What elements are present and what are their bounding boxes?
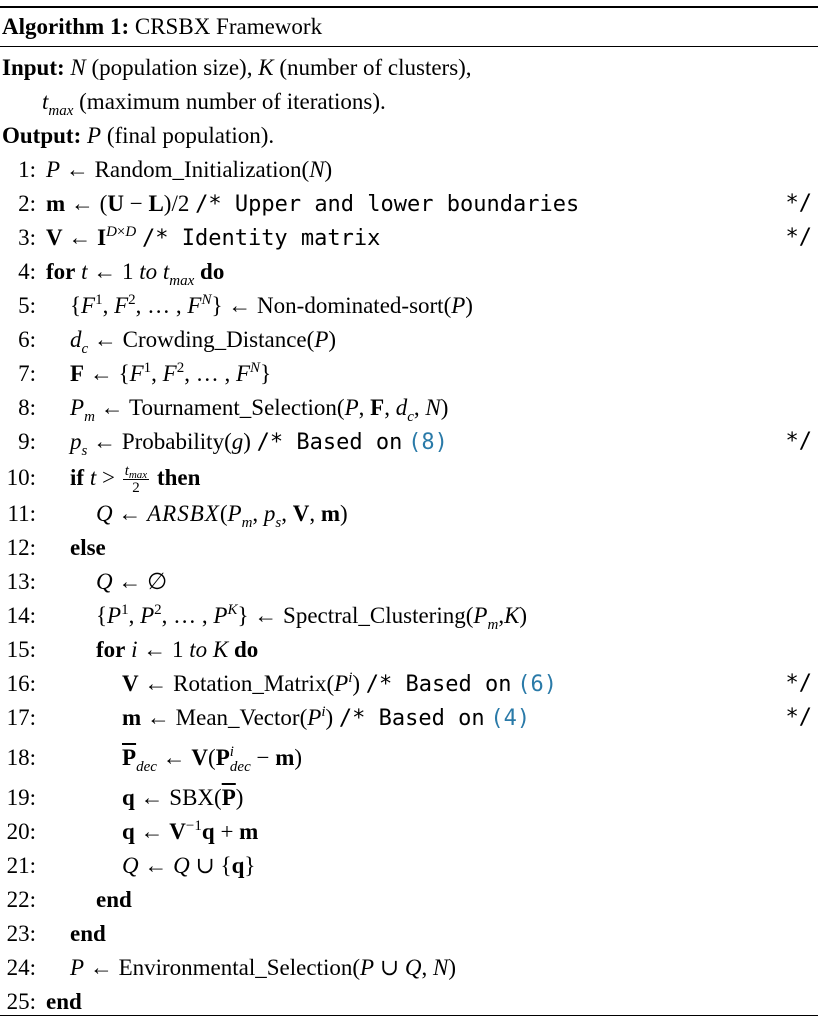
output-label: Output: xyxy=(2,123,82,148)
kw-for: for xyxy=(46,259,76,284)
kw-then: then xyxy=(156,465,201,490)
algo-line-2: 2: m ← (U − L)/2 /* Upper and lower boundaries */ xyxy=(0,187,818,221)
comment-identity: /* Identity matrix xyxy=(141,226,381,251)
algo-line-6: 6: $d_c$ ← Crowding_Distance(P) xyxy=(0,323,818,357)
algo-line-14: 14: {$P^1$, $P^2$, … , $P^K$} ← $Spectral\_Clustering(P_m,K)$ xyxy=(0,599,818,633)
line-number: 10: xyxy=(6,465,36,490)
input-label: Input: xyxy=(2,55,65,80)
algo-line-5: 5: {$F^1$, $F^2$, … , $F^N$} ← Non-dominated-sort(P) xyxy=(0,289,818,323)
kw-to: to xyxy=(189,637,208,662)
algo-line-10: 10: if t > $\frac{t_{max}}{2}$ then xyxy=(0,461,818,495)
line-number: 15: xyxy=(6,637,36,662)
kw-end: end xyxy=(96,887,132,912)
comment-based-on: /* Based on xyxy=(338,706,485,731)
input-text-2: $t_{max}$ (maximum number of iterations). xyxy=(42,89,386,119)
algo-line-20: 20: q ← $V^{-1}q + m$ xyxy=(0,815,818,849)
line-number: 5: xyxy=(18,293,36,318)
func-crowding: Crowding_Distance xyxy=(122,327,307,352)
line-number: 19: xyxy=(6,785,36,810)
line-number: 14: xyxy=(6,603,36,628)
func-sbx: SBX xyxy=(169,785,215,810)
kw-end: end xyxy=(46,989,82,1014)
line-number: 22: xyxy=(6,887,36,912)
algo-line-9: 9: $p_s$ ← Probability(g) /* Based on (8) */ xyxy=(0,425,818,459)
kw-to: to xyxy=(139,259,158,284)
input-text-1: N (population size), K (number of clusters), xyxy=(70,55,472,80)
output-line xyxy=(0,119,818,153)
top-rule xyxy=(0,6,818,8)
line-number: 4: xyxy=(18,259,36,284)
func-environmental: Environmental_Selection xyxy=(118,955,353,980)
line-number: 7: xyxy=(18,361,36,386)
comment-end: */ xyxy=(785,429,812,454)
fraction: $\frac{t_{max}}{2}$ xyxy=(124,463,148,497)
algo-line-16: 16: V ← $Rotation\_Matrix(P^i)$ /* Based on (6) */ xyxy=(0,667,818,701)
algo-line-18: 18: $\overline{P}_{dec}$ ← $V(P^i_{dec} - m)$ xyxy=(0,741,818,775)
comment-based-on: /* Based on xyxy=(365,672,512,697)
line-number: 3: xyxy=(18,225,36,250)
kw-for: for xyxy=(96,637,126,662)
line-number: 25: xyxy=(6,989,36,1014)
input-line-2 xyxy=(0,85,818,119)
line-number: 18: xyxy=(6,745,36,770)
line-number: 23: xyxy=(6,921,36,946)
equation-ref-link[interactable]: (4) xyxy=(490,706,531,731)
comment-end: */ xyxy=(785,191,812,216)
line-number: 1: xyxy=(18,157,36,182)
algo-line-11: 11: Q ← $ARSBX(P_m$, $p_s$, V, m) xyxy=(0,497,818,531)
line-number: 8: xyxy=(18,395,36,420)
line-number: 16: xyxy=(6,671,36,696)
algo-line-22 xyxy=(0,883,818,917)
algo-line-13: 13: Q ← ∅ xyxy=(0,565,818,599)
algo-line-4: 4: for t ← 1 to $t_{max}$ do xyxy=(0,255,818,289)
line-number: 17: xyxy=(6,705,36,730)
bottom-rule xyxy=(0,1015,818,1016)
kw-end: end xyxy=(70,921,106,946)
line-number: 21: xyxy=(6,853,36,878)
equation-ref-link[interactable]: (6) xyxy=(517,672,557,697)
algo-line-1: 1: P ← Random_Initialization(N) xyxy=(0,153,818,187)
func-rotation: Rotation_Matrix xyxy=(173,671,327,696)
algo-line-7: 7: F ← {$F^1$, $F^2$, … , $F^N$} xyxy=(0,357,818,391)
kw-do: do xyxy=(234,637,259,662)
comment-end: */ xyxy=(785,225,812,250)
title-rule xyxy=(0,46,818,47)
algo-line-15: 15: for i ← 1 to K do xyxy=(0,633,818,667)
algo-line-12 xyxy=(0,531,818,565)
algo-line-24: 24: P ← Environmental_Selection(P ∪ Q, N) xyxy=(0,951,818,985)
kw-else: else xyxy=(70,535,106,560)
comment-end: */ xyxy=(785,705,812,730)
func-tournament: Tournament_Selection xyxy=(129,395,337,420)
line-number: 24: xyxy=(6,955,36,980)
algo-line-8: 8: $P_m$ ← Tournament_Selection(P, F, $d_c$, N) xyxy=(0,391,818,425)
algo-line-23 xyxy=(0,917,818,951)
line-number: 12: xyxy=(6,535,36,560)
kw-do: do xyxy=(200,259,225,284)
line-number: 13: xyxy=(6,569,36,594)
comment-based-on: /* Based on xyxy=(256,430,403,455)
input-line-1 xyxy=(0,51,818,85)
algorithm-title xyxy=(2,10,322,44)
func-arsbx: ARSBX xyxy=(147,501,220,526)
func-nds: Non-dominated-sort xyxy=(257,293,444,318)
comment-end: */ xyxy=(785,671,812,696)
line-number: 9: xyxy=(18,429,36,454)
line-number: 11: xyxy=(7,501,36,526)
algo-line-3: 3: V ← $I^{D\times D}$ /* Identity matrix */ xyxy=(0,221,818,255)
output-text: P (final population). xyxy=(87,123,275,148)
line-number: 2: xyxy=(18,191,36,216)
comment-boundaries: /* Upper and lower boundaries xyxy=(195,192,580,217)
kw-if: if xyxy=(70,465,85,490)
algo-line-25 xyxy=(0,985,818,1019)
line-number: 20: xyxy=(6,819,36,844)
algorithm-name: CRSBX Framework xyxy=(134,14,323,39)
algo-line-17: 17: m ← $Mean\_Vector(P^i)$ /* Based on (4) */ xyxy=(0,701,818,735)
algo-line-19: 19: q ← $SBX(\overline{P})$ xyxy=(0,781,818,815)
func-probability: Probability xyxy=(121,429,225,454)
func-spectral: Spectral_Clustering xyxy=(283,603,466,628)
algo-line-21: 21: Q ← Q ∪ {q} xyxy=(0,849,818,883)
algorithm-label: Algorithm 1: xyxy=(2,14,130,39)
func-random-init: Random_Initialization xyxy=(94,157,302,182)
line-number: 6: xyxy=(18,327,36,352)
func-mean-vector: Mean_Vector xyxy=(175,705,300,730)
equation-ref-link[interactable]: (8) xyxy=(408,430,448,455)
